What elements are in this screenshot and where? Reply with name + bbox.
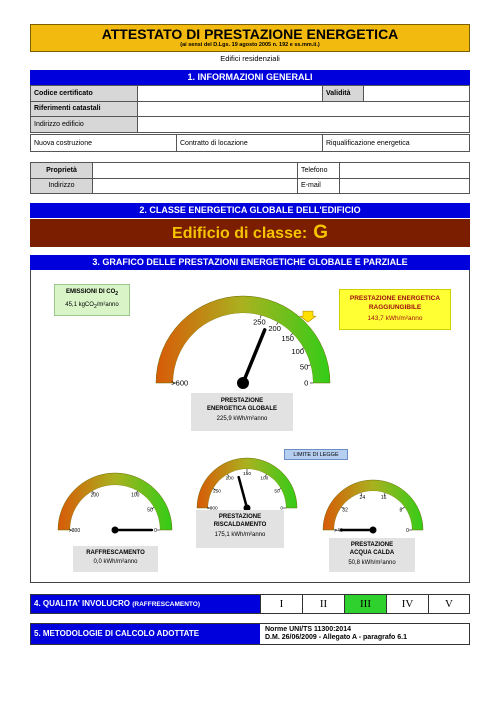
option-riqualificazione[interactable]: Riqualificazione energetica bbox=[323, 135, 470, 152]
global-tick-label: 250 bbox=[253, 317, 266, 327]
method-line-1: Norme UNI/TS 11300:2014 bbox=[265, 626, 351, 633]
section-5-row bbox=[30, 623, 470, 645]
global-gauge-label: PRESTAZIONE ENERGETICA GLOBALE bbox=[206, 398, 278, 412]
riferimenti-field[interactable] bbox=[138, 101, 470, 117]
validita-label: Validità bbox=[323, 86, 364, 102]
hotwater-gauge-label: PRESTAZIONE ACQUA CALDA bbox=[349, 542, 395, 556]
emissions-label: EMISSIONI DI $CO_2$ bbox=[65, 289, 119, 298]
energy-class-value: G bbox=[313, 222, 328, 243]
section-2-header: 2. CLASSE ENERGETICA GLOBALE DELL'EDIFICIO bbox=[30, 203, 470, 218]
proprieta-label: Proprietà bbox=[31, 163, 93, 179]
heating-gauge-label: PRESTAZIONE RISCALDAMENTO bbox=[213, 514, 267, 528]
grade-v: V bbox=[428, 595, 469, 613]
email-field[interactable] bbox=[340, 178, 470, 194]
acqua_calda-tick-label: 0 bbox=[406, 527, 409, 534]
achievable-performance-value: 143,7 kWh/m²anno bbox=[367, 315, 423, 322]
global-gauge-label-box bbox=[191, 393, 293, 431]
law-reference: (ai sensi del D.Lgs. 19 agosto 2005 n. 192 e ss.mm.ii.) bbox=[180, 42, 320, 48]
global-tick-label: 0 bbox=[304, 378, 309, 388]
section-5-header: 5. METODOLOGIE DI CALCOLO ADOTTATE bbox=[31, 624, 260, 644]
codice-field[interactable] bbox=[138, 86, 323, 102]
raffrescamento-tick-label: 200 bbox=[90, 492, 99, 499]
owner-table bbox=[30, 162, 470, 194]
grade-iii: III bbox=[344, 595, 386, 613]
global-tick-label: 150 bbox=[281, 333, 294, 343]
indirizzo-edificio-field[interactable] bbox=[138, 117, 470, 133]
cooling-gauge-label: RAFFRESCAMENTO bbox=[86, 550, 145, 556]
riscaldamento-tick-label: 200 bbox=[225, 476, 234, 482]
cooling-gauge-value: 0,0 kWh/m²anno bbox=[93, 559, 138, 565]
raffrescamento-tick-label: 0 bbox=[154, 527, 157, 534]
purpose-table bbox=[30, 134, 470, 152]
acqua_calda-tick-label: 8 bbox=[399, 507, 403, 514]
proprieta-field[interactable] bbox=[93, 163, 298, 179]
achievable-performance-label: PRESTAZIONE ENERGETICA RAGGIUNGIBILE bbox=[349, 295, 441, 311]
riscaldamento-tick-label: 100 bbox=[260, 476, 269, 482]
emissions-value: 45,1 kgCO$_2$/m²anno bbox=[65, 302, 119, 311]
energy-class-bar bbox=[30, 219, 470, 247]
emissions-box bbox=[54, 284, 130, 316]
grade-i: I bbox=[260, 595, 302, 613]
general-info-table bbox=[30, 85, 470, 133]
global-tick-label: 50 bbox=[299, 362, 309, 372]
riferimenti-label: Riferimenti catastali bbox=[31, 101, 138, 117]
riscaldamento-tick-label: 250 bbox=[212, 489, 221, 495]
global-tick-label: >600 bbox=[171, 378, 189, 388]
acqua_calda-tick-label: 24 bbox=[359, 494, 366, 501]
heating-gauge-label-box bbox=[196, 510, 284, 548]
heating-gauge-value: 175,1 kWh/m²anno bbox=[214, 532, 266, 538]
global-tick-label: 100 bbox=[291, 347, 305, 356]
global-gauge-value: 225,9 kWh/m²anno bbox=[216, 416, 268, 422]
acqua_calda-tick-label: 16 bbox=[380, 494, 387, 501]
indirizzo-edificio-label: Indirizzo edificio bbox=[31, 117, 138, 133]
riscaldamento-tick-label: 150 bbox=[242, 472, 252, 477]
legal-limit-box: LIMITE DI LEGGE bbox=[284, 449, 348, 460]
email-label: E-mail bbox=[298, 178, 340, 194]
grade-iv: IV bbox=[386, 595, 428, 613]
achievable-performance-box bbox=[339, 289, 451, 330]
proprietario-indirizzo-field[interactable] bbox=[93, 178, 298, 194]
global-tick-label: 200 bbox=[268, 323, 281, 333]
section-4-header: 4. QUALITA' INVOLUCRO (RAFFRESCAMENTO) bbox=[31, 595, 260, 613]
acqua_calda-tick-label: 32 bbox=[342, 507, 348, 514]
section-3-header: 3. GRAFICO DELLE PRESTAZIONI ENERGETICHE GLOBALE E PARZIALE bbox=[30, 255, 470, 270]
hotwater-gauge-label-box bbox=[329, 538, 415, 572]
raffrescamento-tick-label: 50 bbox=[147, 507, 153, 514]
document-subtitle: Edifici residenziali bbox=[220, 54, 280, 63]
acqua_calda-needle-hub bbox=[370, 527, 377, 534]
section-1-header: 1. INFORMAZIONI GENERALI bbox=[30, 70, 470, 85]
raffrescamento-tick-label: 100 bbox=[131, 492, 140, 499]
codice-label: Codice certificato bbox=[31, 86, 138, 102]
raffrescamento-needle-hub bbox=[112, 527, 119, 534]
grade-ii: II bbox=[302, 595, 344, 613]
riscaldamento-tick-label: 50 bbox=[274, 489, 280, 495]
performance-chart-box bbox=[30, 255, 470, 583]
telefono-label: Telefono bbox=[298, 163, 340, 179]
calculation-methods bbox=[265, 626, 407, 642]
proprietario-indirizzo-label: Indirizzo bbox=[31, 178, 93, 194]
telefono-field[interactable] bbox=[340, 163, 470, 179]
option-contratto-locazione[interactable]: Contratto di locazione bbox=[177, 135, 323, 152]
global-needle-hub bbox=[237, 377, 249, 389]
document-title: ATTESTATO DI PRESTAZIONE ENERGETICA bbox=[101, 26, 399, 42]
cooling-gauge-label-box bbox=[73, 546, 158, 572]
validita-field[interactable] bbox=[364, 86, 470, 102]
raffrescamento-tick-label: >300 bbox=[68, 527, 81, 534]
energy-class-text: Edificio di classe: bbox=[172, 225, 308, 242]
section-4-row bbox=[30, 594, 470, 614]
acqua_calda-tick-label: >40 bbox=[334, 527, 343, 534]
document-title-box bbox=[30, 24, 470, 52]
option-nuova-costruzione[interactable]: Nuova costruzione bbox=[31, 135, 177, 152]
method-line-2: D.M. 26/06/2009 - Allegato A - paragrafo 6.1 bbox=[265, 634, 407, 641]
hotwater-gauge-value: 50,8 kWh/m²anno bbox=[348, 560, 396, 566]
